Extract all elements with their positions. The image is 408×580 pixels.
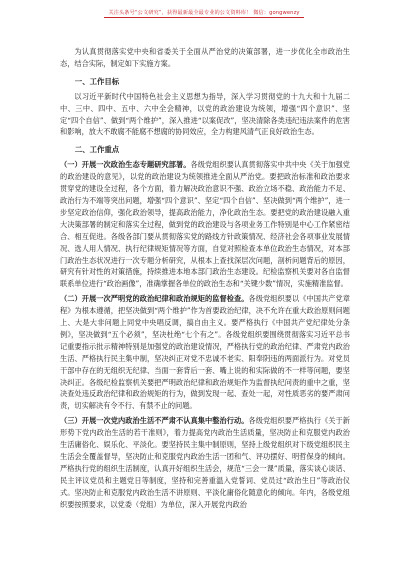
banner-text: 关注头条号“公文研究”，获得最新最全最专业的公文资料库！ 微信：gongwenzy xyxy=(104,9,303,18)
document-page xyxy=(60,46,350,511)
key-work-item-1-lead: （一）开展一次政治生态专题研究部署。 xyxy=(60,160,191,170)
key-work-item-2-text: 各级党组织要以《中国共产党章程》为根本遵循，把坚决做到“两个维护”作为首要政治纪律，决不允许在重大政治原则问题上、大是大非问题上同党中央唱反调，搞自由主义。要严格执行《中国共产党纪律处分条例》，坚决做到“五个必须”，坚决杜绝“七个有之”。各级党组织要围绕贯彻落实习近平总书记重要指示批示精神特别是加强党的政治建设情况，严格执行党的政治纪律、严肃党内政治生活、严格执行民主集中制，坚决纠正对党不忠诚不老实、阳奉阴违的两面派行为。对党员干部中存在的无组织无纪律、当面一套背后一套、嘴上说的和实际做的不一样等问题，要坚决纠正。各级纪检监察机关要把严明政治纪律和政治规矩作为监督执纪问责的重中之重，坚决查处违反政治纪律和政治规矩的行为，做到发现一起、查处一起，对性质恶劣的要严肃问责，切实解决有令不行、有禁不止的问题。 xyxy=(60,294,350,411)
key-work-item-3-text: 各级党组织要严格执行《关于新形势下党内政治生活的若干准则》，着力提高党内政治生活质量，坚决防止和克服党内政治生活庸俗化、娱乐化、平淡化。要坚持民主集中制原则，坚持上级党组织对下级党组织民主生活会全覆盖督导，坚决防止和克服党内政治生活一团和气、评功摆好、明哲保身的倾向。严格执行党的组织生活制度，认真开好组织生活会，规范“三会一课”质量，落实谈心谈话、民主评议党员和主题党日等制度，坚持和完善重温入党誓词、党员过“政治生日”等政治仪式。坚决防止和克服党内政治生活不讲原则、平淡化庸俗化随意化的倾向。年内，各级党组织要按照要求，以党委（党组）为单位，深入开展党内政治 xyxy=(60,416,350,509)
key-work-item-3-lead: （三）开展一次党内政治生活不严肃不认真集中整治行动。 xyxy=(60,416,249,426)
top-banner xyxy=(0,0,408,26)
goals-paragraph: 以习近平新时代中国特色社会主义思想为指导，深入学习贯彻党的十九大和十九届二中、三中、四中、五中、六中全会精神，以党的政治建设为统领，增强“四个意识”、坚定“四个自信”、做到“两个维护”，深入推进“以案促改”，坚决清除各类违纪违法案件的危害和影响，放大不敢腐不能腐不想腐的协同效应，全力构建风清气正良好政治生态。 xyxy=(60,91,350,137)
section-heading-key-work: 二、工作重点 xyxy=(74,145,120,155)
intro-paragraph: 为认真贯彻落实党中央和省委关于全面从严治党的决策部署，进一步优化全市政治生态，结合实际，制定如下实施方案。 xyxy=(60,47,350,68)
section-heading-goals: 一、工作目标 xyxy=(74,76,120,86)
key-work-item-2-lead: （二）开展一次严明党的政治纪律和政治规矩的监督检查。 xyxy=(60,294,249,304)
key-work-item-1-text: 各级党组织要认真贯彻落实中共中央《关于加强党的政治建设的意见》，以党的政治建设为统领推进全面从严治党。要把政治标准和政治要求贯穿党的建设全过程，各个方面，着力解决政治意识不强、政治立场不稳、政治能力不足、政治行为不端等突出问题，增强“四个意识”、坚定“四个自信”、坚决做到“两个维护”，进一步坚定政治信仰，强化政治领导，提高政治能力，净化政治生态。要把党的政治建设融入重大决策部署的制定和落实全过程，做到党的政治建设与各项业务工作特别是中心工作紧密结合、相互促进。各级各部门要从贯彻落实党的路线方针政策情况、经济社会各项事业发展情况、选人用人情况、执行纪律规矩情况等方面，自觉对照检查本单位政治生态情况，对本部门政治生态状况进行一次专题分析研究，从根本上查找深层次问题，剖析问题背后的原因，研究有针对性的对策措施，持续推进本地本部门政治生态建设。纪检监察机关要对各自监督联系单位进行“政治画像”，准确掌握各单位的政治生态和“关键少数”情况，实施精准监督。 xyxy=(60,160,350,289)
